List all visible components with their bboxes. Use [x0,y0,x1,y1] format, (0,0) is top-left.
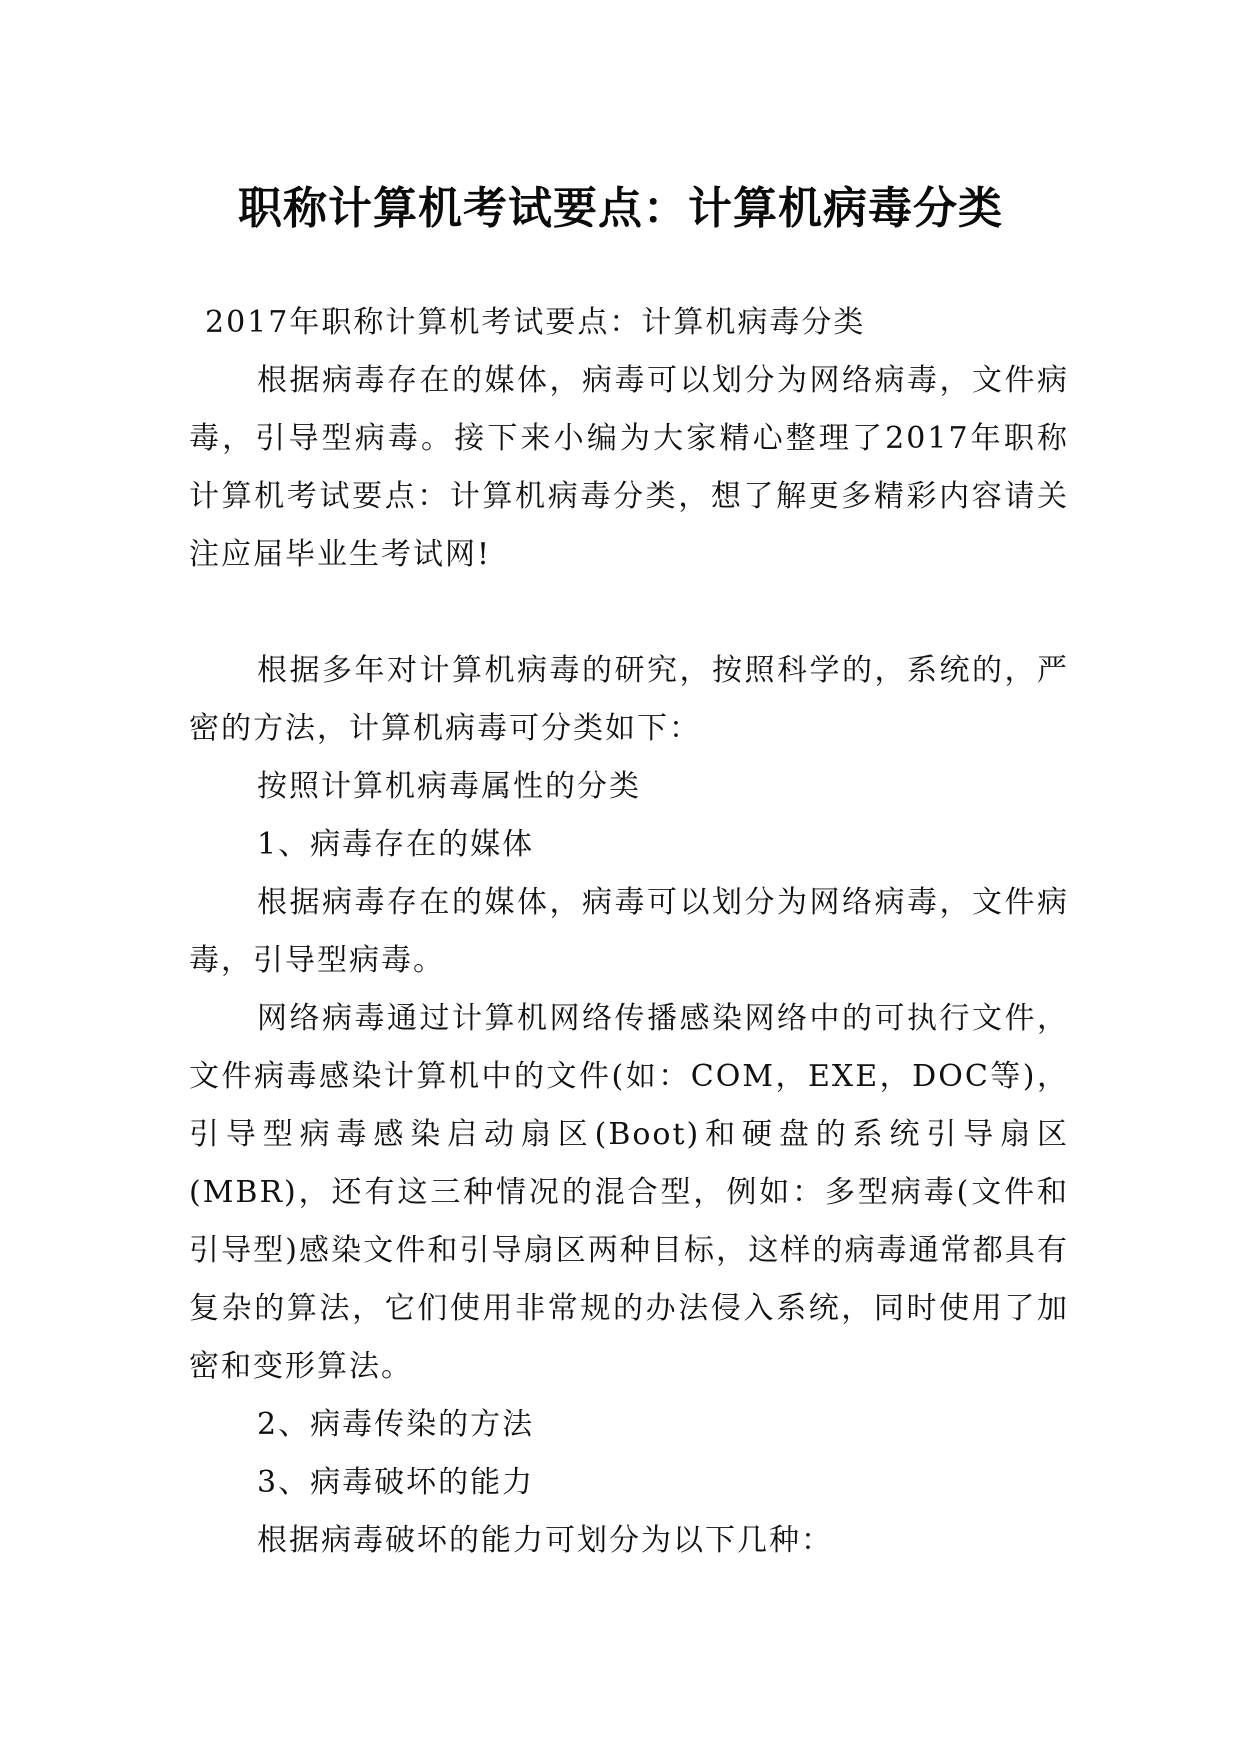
intro-paragraph: 根据病毒存在的媒体，病毒可以划分为网络病毒，文件病毒，引导型病毒。接下来小编为大家精心整理了2017年职称计算机考试要点：计算机病毒分类，想了解更多精彩内容请关注应届毕业生考试网! [189,363,1069,572]
media-description-paragraph: 根据病毒存在的媒体，病毒可以划分为网络病毒，文件病毒，引导型病毒。 [189,885,1069,978]
subtitle-paragraph: 2017年职称计算机考试要点：计算机病毒分类 [205,305,866,340]
blank-line [189,584,1069,642]
document-title: 职称计算机考试要点：计算机病毒分类 [238,183,1003,235]
list-item-destructive-ability: 3、病毒破坏的能力 [257,1465,535,1500]
list-item-media: 1、病毒存在的媒体 [257,827,535,862]
document-body [189,294,1069,1570]
destructive-ability-paragraph: 根据病毒破坏的能力可划分为以下几种： [257,1523,833,1558]
section-heading-attributes: 按照计算机病毒属性的分类 [257,769,641,804]
list-item-infection-method: 2、病毒传染的方法 [257,1407,535,1442]
classification-intro-paragraph: 根据多年对计算机病毒的研究，按照科学的，系统的，严密的方法，计算机病毒可分类如下： [189,653,1069,746]
network-virus-paragraph: 网络病毒通过计算机网络传播感染网络中的可执行文件，文件病毒感染计算机中的文件(如：COM，EXE，DOC等)，引导型病毒感染启动扇区(Boot)和硬盘的系统引导扇区(MBR)，还有这三种情况的混合型，例如：多型病毒(文件和引导型)感染文件和引导扇区两种目标，这样的病毒通常都具有复杂的算法，它们使用非常规的办法侵入系统，同时使用了加密和变形算法。 [189,1001,1069,1384]
